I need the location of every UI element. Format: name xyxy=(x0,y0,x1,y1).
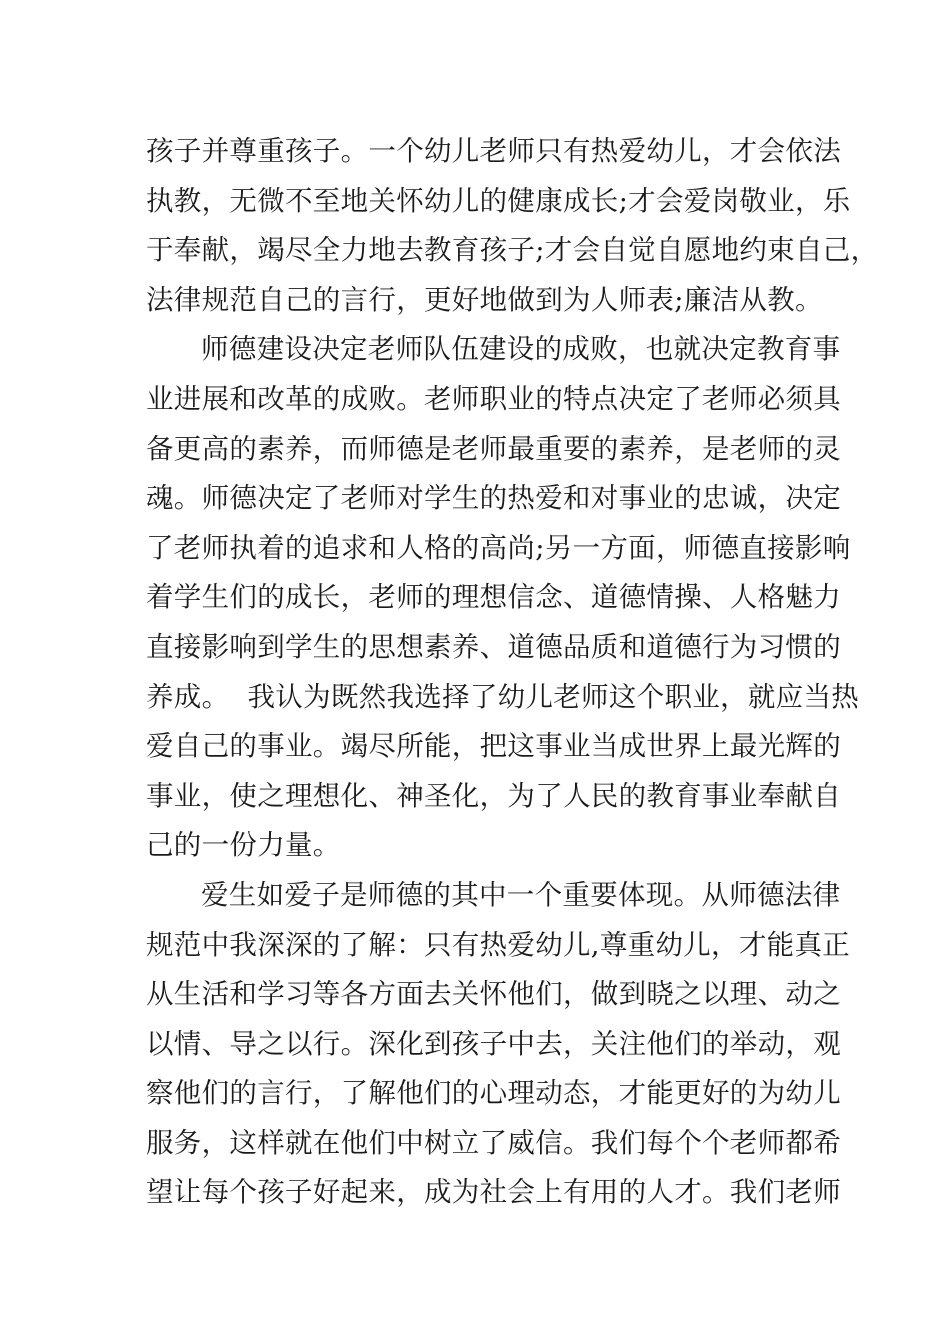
text-line: 于奉献，竭尽全力地去教育孩子;才会自觉自愿地约束自己， xyxy=(146,234,879,267)
document-body xyxy=(146,127,879,1218)
text-line: 着学生们的成长，老师的理想信念、道德情操、人格魅力 xyxy=(146,581,841,614)
text-line: 规范中我深深的了解：只有热爱幼儿,尊重幼儿，才能真正 xyxy=(146,928,851,961)
text-line: 以情、导之以行。深化到孩子中去，关注他们的举动，观 xyxy=(146,1027,841,1060)
text-line: 直接影响到学生的思想素养、道德品质和道德行为习惯的 xyxy=(146,630,841,663)
paragraph-first-line: 师德建设决定老师队伍建设的成败，也就决定教育事 xyxy=(201,333,841,366)
text-line: 爱自己的事业。竭尽所能，把这事业当成世界上最光辉的 xyxy=(146,730,841,763)
text-line: 察他们的言行，了解他们的心理动态，才能更好的为幼儿 xyxy=(146,1077,841,1110)
text-line: 备更高的素养，而师德是老师最重要的素养，是老师的灵 xyxy=(146,432,841,465)
text-line: 从生活和学习等各方面去关怀他们，做到晓之以理、动之 xyxy=(146,978,841,1011)
text-line: 了老师执着的追求和人格的高尚;另一方面，师德直接影响 xyxy=(146,531,851,564)
text-line: 养成。 我认为既然我选择了幼儿老师这个职业，就应当热 xyxy=(146,680,860,713)
paragraph-first-line: 爱生如爱子是师德的其中一个重要体现。从师德法律 xyxy=(201,878,841,911)
text-line: 法律规范自己的言行，更好地做到为人师表;廉洁从教。 xyxy=(146,283,823,316)
text-line: 业进展和改革的成败。老师职业的特点决定了老师必须具 xyxy=(146,382,841,415)
text-line: 望让每个孩子好起来，成为社会上有用的人才。我们老师 xyxy=(146,1176,841,1209)
text-line: 服务，这样就在他们中树立了威信。我们每个个老师都希 xyxy=(146,1126,841,1159)
text-line: 执教，无微不至地关怀幼儿的健康成长;才会爱岗敬业，乐 xyxy=(146,184,851,217)
text-line: 事业，使之理想化、神圣化，为了人民的教育事业奉献自 xyxy=(146,779,841,812)
text-line: 己的一份力量。 xyxy=(146,829,341,862)
text-line: 孩子并尊重孩子。一个幼儿老师只有热爱幼儿，才会依法 xyxy=(146,135,841,167)
text-line: 魂。师德决定了老师对学生的热爱和对事业的忠诚，决定 xyxy=(146,482,841,515)
